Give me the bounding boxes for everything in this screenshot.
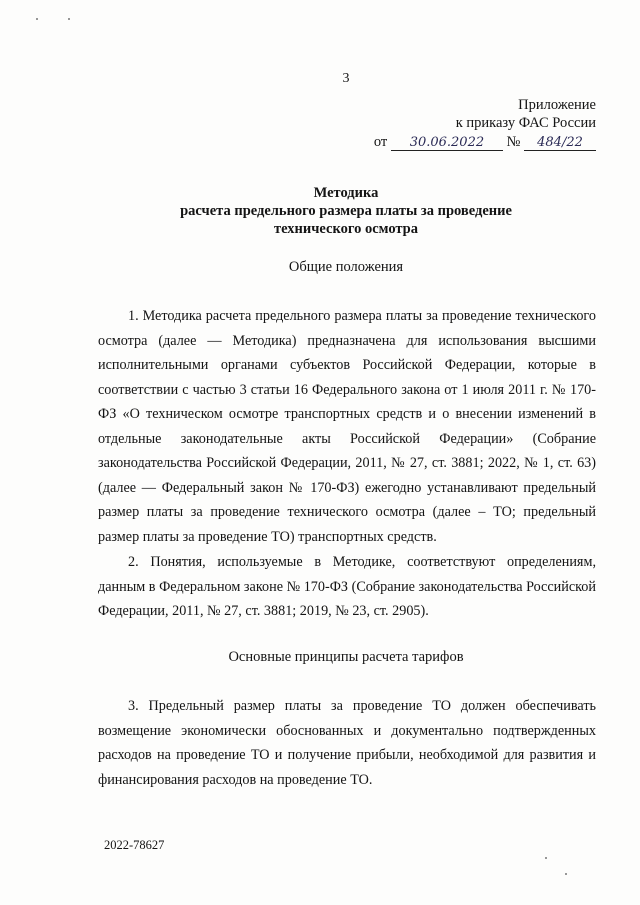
appendix-order-ref: к приказу ФАС России — [455, 115, 596, 131]
paragraph-1: 1. Методика расчета предельного размера платы за проведение технического осмотра (далее — Методика) предназначена для использования высшими исполнительными органами субъектов Российской Федерации, которые в соответствии с частью 3 статьи 16 Федерального закона от 1 июля 2011 г. № 170-ФЗ «О техническом осмотре транспортных средств и о внесении изменений в отдельные законодательные акты Российской Федерации» (Собрание законодательства Российской Федерации, 2011, № 27, ст. 3881; 2022, № 1, ст. 63) (далее — Федеральный закон № 170-ФЗ) ежегодно устанавливают предельный размер платы за проведение технического осмотра (далее – ТО; предельный размер платы за проведение ТО) транспортных средств. — [98, 308, 596, 545]
appendix-block — [374, 96, 596, 151]
order-date-handwritten: 30.06.2022 — [391, 135, 503, 151]
page-number: 3 — [342, 71, 350, 86]
title-line-2: расчета предельного размера платы за проведение — [180, 203, 512, 219]
paragraph-2: 2. Понятия, используемые в Методике, соответствуют определениям, данным в Федеральном законе № 170-ФЗ (Собрание законодательства Российской Федерации, 2011, № 27, ст. 3881; 2019, № 23, ст. 2905). — [98, 554, 596, 619]
order-number-prefix: № — [506, 134, 521, 150]
document-id: 2022-78627 — [104, 838, 165, 852]
appendix-label: Приложение — [518, 97, 596, 113]
title-line-1: Методика — [313, 185, 379, 201]
scan-speck — [565, 873, 567, 875]
section-heading-principles: Основные принципы расчета тарифов — [228, 649, 464, 665]
order-date-prefix: от — [373, 134, 388, 150]
title-line-3: технического осмотра — [273, 221, 418, 237]
scan-speck — [545, 857, 547, 859]
section-heading-general: Общие положения — [288, 259, 404, 275]
paragraph-3: 3. Предельный размер платы за проведение ТО должен обеспечивать возмещение экономически обоснованных и документально подтвержденных расходов на проведение ТО и получение прибыли, необходимой для развития и финансирования расходов на проведение ТО. — [98, 698, 596, 788]
order-number-handwritten: 484/22 — [524, 135, 596, 151]
document-title — [0, 184, 640, 238]
order-details — [374, 133, 596, 151]
